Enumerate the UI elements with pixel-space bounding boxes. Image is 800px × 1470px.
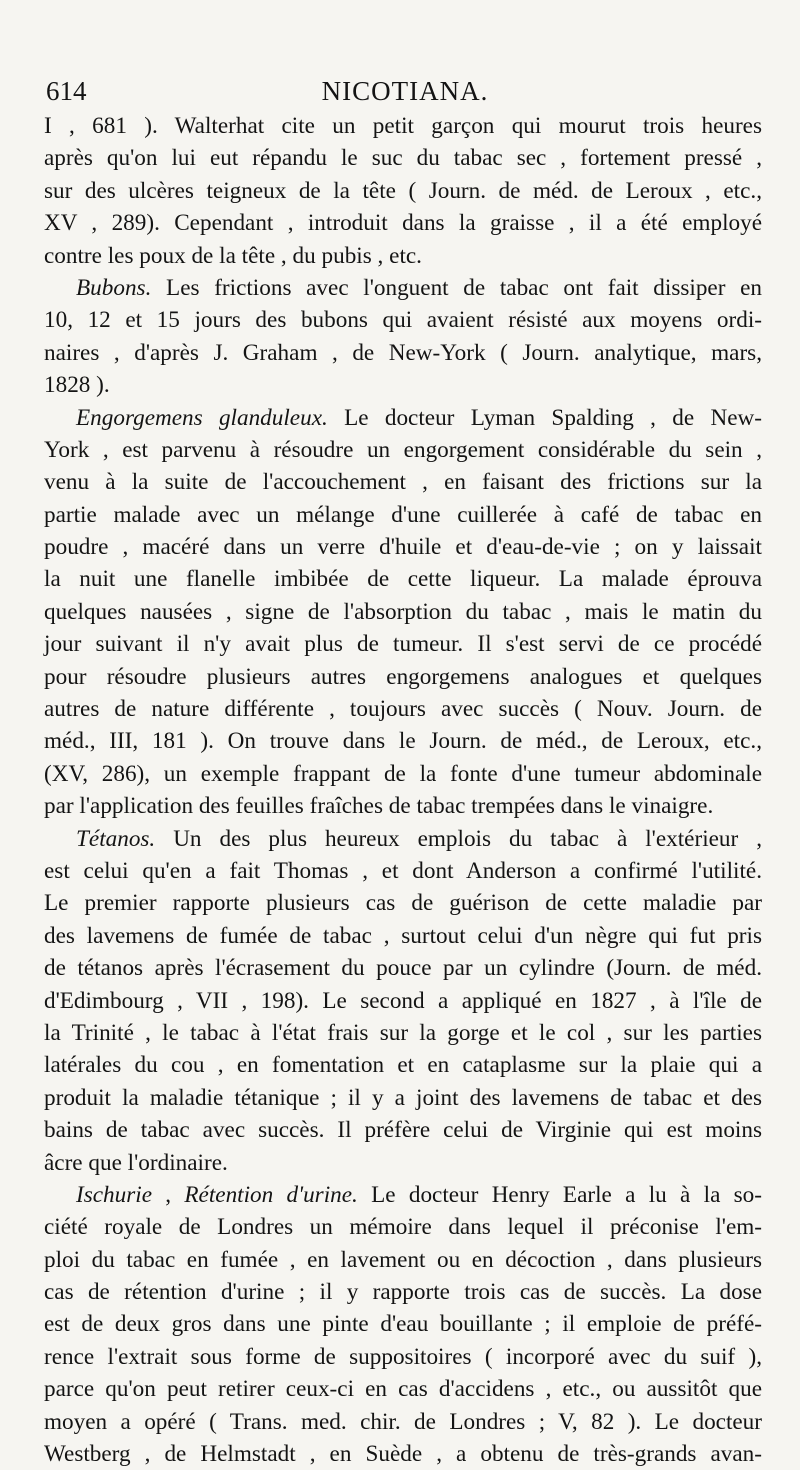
- text-line: Ischurie , Rétention d'urine. Le docteur Henry Earle a lu à la so-: [76, 1181, 762, 1208]
- text-line: I , 681 ). Walterhat cite un petit garçon qui mourut trois heures: [44, 113, 762, 139]
- text-line: Westberg , de Helmstadt , en Suède , a obtenu de très-grands avan-: [44, 1441, 762, 1468]
- paragraph: [44, 823, 762, 1179]
- text-line: la Trinité , le tabac à l'état frais sur la gorge et le col , sur les parties: [44, 1019, 762, 1046]
- text-line: rence l'extrait sous forme de suppositoires ( incorporé avec du suif ),: [44, 1343, 762, 1370]
- text-line: de tétanos après l'écrasement du pouce par un cylindre (Journ. de méd.: [44, 955, 762, 982]
- paragraph: [44, 110, 762, 272]
- text-line: d'Edimbourg , VII , 198). Le second a appliqué en 1827 , à l'île de: [44, 987, 762, 1014]
- text-line: venu à la suite de l'accouchement , en faisant des frictions sur la: [44, 469, 762, 496]
- paragraph: [44, 272, 762, 402]
- text-line: méd., III, 181 ). On trouve dans le Journ. de méd., de Leroux, etc.,: [44, 728, 762, 755]
- text-line: moyen a opéré ( Trans. med. chir. de Londres ; V, 82 ). Le docteur: [44, 1408, 762, 1435]
- text-line: XV , 289). Cependant , introduit dans la graisse , il a été employé: [44, 210, 762, 237]
- text-line: autres de nature différente , toujours avec succès ( Nouv. Journ. de: [44, 696, 762, 723]
- paragraph: [44, 402, 762, 823]
- text-line: âcre que l'ordinaire.: [44, 1149, 228, 1176]
- text-line: quelques nausées , signe de l'absorption du tabac , mais le matin du: [44, 598, 762, 625]
- text-line: des lavemens de fumée de tabac , surtout celui d'un nègre qui fut pris: [44, 922, 762, 949]
- text-line: latérales du cou , en fomentation et en cataplasme sur la plaie qui a: [44, 1052, 762, 1079]
- text-line: 1828 ).: [44, 372, 110, 399]
- running-title: NICOTIANA.: [321, 76, 489, 106]
- text-line: par l'application des feuilles fraîches de tabac trempées dans le vinaigre.: [44, 793, 714, 820]
- text-line: la nuit une flanelle imbibée de cette liqueur. La malade éprouva: [44, 566, 762, 593]
- text-line: sur des ulcères teigneux de la tête ( Journ. de méd. de Leroux , etc.,: [44, 177, 762, 204]
- text-line: poudre , macéré dans un verre d'huile et d'eau-de-vie ; on y laissait: [44, 534, 762, 561]
- text-line: produit la maladie tétanique ; il y a joint des lavemens de tabac et des: [44, 1084, 762, 1111]
- paragraph: [44, 1179, 762, 1470]
- text-line: jour suivant il n'y avait plus de tumeur. Il s'est servi de ce procédé: [44, 631, 762, 658]
- text-line: parce qu'on peut retirer ceux-ci en cas d'accidens , etc., ou aussitôt que: [44, 1376, 762, 1403]
- text-line: Tétanos. Un des plus heureux emplois du tabac à l'extérieur ,: [76, 825, 762, 852]
- text-line: ciété royale de Londres un mémoire dans lequel il préconise l'em-: [44, 1214, 762, 1241]
- text-line: est celui qu'en a fait Thomas , et dont Anderson a confirmé l'utilité.: [44, 857, 762, 884]
- text-line: bains de tabac avec succès. Il préfère celui de Virginie qui est moins: [44, 1117, 762, 1144]
- text-line: naires , d'après J. Graham , de New-York ( Journ. analytique, mars,: [44, 339, 762, 366]
- page-number: 614: [46, 76, 87, 106]
- text-line: ploi du tabac en fumée , en lavement ou en décoction , dans plusieurs: [44, 1246, 762, 1273]
- text-line: est de deux gros dans une pinte d'eau bouillante ; il emploie de préfé-: [44, 1311, 762, 1338]
- text-line: après qu'on lui eut répandu le suc du tabac sec , fortement pressé ,: [44, 145, 762, 172]
- body-text: [44, 110, 762, 1470]
- text-line: (XV, 286), un exemple frappant de la fonte d'une tumeur abdominale: [44, 760, 762, 787]
- page-header: [46, 76, 764, 112]
- text-line: Bubons. Les frictions avec l'onguent de tabac ont fait dissiper en: [76, 274, 762, 301]
- text-line: Engorgemens glanduleux. Le docteur Lyman Spalding , de New-: [76, 404, 762, 431]
- text-line: York , est parvenu à résoudre un engorgement considérable du sein ,: [44, 436, 762, 463]
- text-line: pour résoudre plusieurs autres engorgemens analogues et quelques: [44, 663, 762, 690]
- text-line: cas de rétention d'urine ; il y rapporte trois cas de succès. La dose: [44, 1279, 762, 1306]
- text-line: Le premier rapporte plusieurs cas de guérison de cette maladie par: [44, 890, 762, 917]
- text-line: 10, 12 et 15 jours des bubons qui avaient résisté aux moyens ordi-: [44, 307, 762, 334]
- text-line: partie malade avec un mélange d'une cuillerée à café de tabac en: [44, 501, 762, 528]
- text-line: contre les poux de la tête , du pubis , etc.: [44, 242, 422, 269]
